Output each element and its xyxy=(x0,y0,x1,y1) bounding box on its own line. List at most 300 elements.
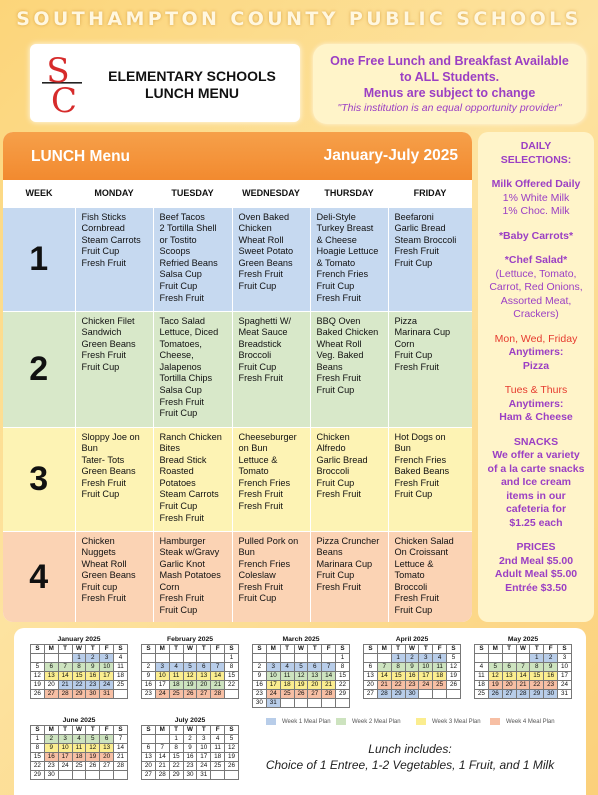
calendar-weekday-row xyxy=(253,645,350,654)
spacer xyxy=(478,243,594,254)
calendar-day xyxy=(322,699,336,708)
spacer xyxy=(478,322,594,333)
menu-cell-wednesday xyxy=(232,531,310,622)
calendar-week xyxy=(142,771,239,780)
legend-item-week-1 xyxy=(266,718,331,728)
calendar-day: 8 xyxy=(169,744,183,753)
col-header-tuesday: TUESDAY xyxy=(153,180,232,207)
header-logo-card xyxy=(30,44,300,122)
calendar-day: 15 xyxy=(72,672,86,681)
calendar-day: 26 xyxy=(31,690,45,699)
selection-text: (Lettuce, Tomato, xyxy=(495,267,577,280)
calendar-week xyxy=(142,735,239,744)
calendar-day: 24 xyxy=(100,681,114,690)
menu-cell-wednesday xyxy=(232,207,310,311)
calendar-day xyxy=(155,654,169,663)
calendar-day: 6 xyxy=(364,663,378,672)
weekday-label: T xyxy=(58,726,72,735)
legend-swatch xyxy=(416,718,426,725)
calendar-day xyxy=(253,654,267,663)
calendar-day: 13 xyxy=(502,672,516,681)
calendar-week xyxy=(253,699,350,708)
selection-text: PRICES xyxy=(516,541,556,553)
calendar-day xyxy=(377,654,391,663)
calendar-day: 19 xyxy=(183,681,197,690)
includes-title: Lunch includes: xyxy=(368,742,452,756)
menu-item: Fresh Fruit xyxy=(159,512,204,523)
week-number: 3 xyxy=(3,427,75,531)
calendar-weekday-row xyxy=(142,645,239,654)
calendar-day: 4 xyxy=(72,735,86,744)
menu-item: Tomato xyxy=(394,570,425,581)
calendar-day: 9 xyxy=(183,744,197,753)
menu-item: Fruit Cup xyxy=(316,385,355,396)
legend-item-week-3 xyxy=(416,718,481,728)
menu-cell-thursday xyxy=(310,207,388,311)
menu-item: Beef Tacos xyxy=(159,211,205,222)
calendar-day: 28 xyxy=(377,690,391,699)
calendar-day xyxy=(364,654,378,663)
calendar-day: 23 xyxy=(405,681,419,690)
menu-item: Green Beans xyxy=(81,466,136,477)
menu-item: Potatoes xyxy=(159,477,196,488)
sc-logo-icon xyxy=(40,52,84,114)
calendar-day: 28 xyxy=(58,690,72,699)
calendar-day: 2 xyxy=(142,663,156,672)
calendar-day: 9 xyxy=(405,663,419,672)
calendar-day: 2 xyxy=(544,654,558,663)
calendar-day: 12 xyxy=(447,663,461,672)
selection-text: Mon, Wed, Friday xyxy=(494,332,578,345)
menu-item: Broccoli xyxy=(394,581,428,592)
calendar-day: 4 xyxy=(433,654,447,663)
calendar-week xyxy=(475,690,572,699)
menu-item: Fresh Fruit xyxy=(316,373,361,384)
menu-item: Roasted xyxy=(159,466,194,477)
menu-item: French Fries xyxy=(394,454,447,465)
calendar-week xyxy=(475,681,572,690)
calendar-day: 20 xyxy=(142,762,156,771)
calendar-week xyxy=(364,690,461,699)
menu-period: January-July 2025 xyxy=(323,147,458,164)
menu-heading xyxy=(92,68,292,102)
menu-item: 2 Tortilla Shell xyxy=(159,223,217,234)
menu-item: Chicken Salad xyxy=(394,535,454,546)
calendar-day: 24 xyxy=(419,681,433,690)
calendar-day: 7 xyxy=(211,663,225,672)
calendar-week xyxy=(142,681,239,690)
menu-item: on Bun xyxy=(238,443,268,454)
selection-text: Anytimers: xyxy=(508,397,564,410)
calendar-day: 21 xyxy=(58,681,72,690)
weekday-label: T xyxy=(169,645,183,654)
menu-item: Fruit Cup xyxy=(238,361,277,372)
calendar-day: 12 xyxy=(31,672,45,681)
notice-line1: One Free Lunch and Breakfast Available xyxy=(330,54,569,68)
calendar-week xyxy=(31,681,128,690)
menu-item: Garlic Bread xyxy=(394,223,446,234)
calendar-day: 13 xyxy=(364,672,378,681)
calendar-day: 4 xyxy=(169,663,183,672)
calendar-grid xyxy=(363,644,461,699)
calendar-day: 27 xyxy=(308,690,322,699)
calendar-day: 8 xyxy=(391,663,405,672)
menu-item: Fresh Fruit xyxy=(81,257,126,268)
menu-cell-thursday xyxy=(310,427,388,531)
calendar-day: 4 xyxy=(211,735,225,744)
calendar-week xyxy=(475,672,572,681)
calendar-day: 5 xyxy=(31,663,45,672)
week-number: 4 xyxy=(3,531,75,622)
calendar-day: 20 xyxy=(100,753,114,762)
menu-item: Salsa Cup xyxy=(159,269,202,280)
weekday-label: T xyxy=(86,645,100,654)
selection-text: Adult Meal $5.00 xyxy=(494,568,578,580)
menu-item: Fresh Fruit xyxy=(238,489,283,500)
calendar-day: 11 xyxy=(169,672,183,681)
calendar-grid xyxy=(30,725,128,780)
weekday-label: S xyxy=(142,645,156,654)
menu-item: Pulled Pork on xyxy=(238,535,299,546)
calendar-day: 5 xyxy=(225,735,239,744)
calendar-day: 17 xyxy=(266,681,280,690)
calendar-day xyxy=(266,654,280,663)
calendar-day: 23 xyxy=(44,762,58,771)
calendar-day: 1 xyxy=(391,654,405,663)
calendar-day: 19 xyxy=(447,672,461,681)
menu-item: Nuggets xyxy=(81,547,116,558)
calendar-day xyxy=(336,699,350,708)
weekday-label: F xyxy=(100,726,114,735)
menu-cell-thursday xyxy=(310,311,388,427)
menu-item: Broccoli xyxy=(316,466,350,477)
calendar-week xyxy=(31,771,128,780)
calendar-february xyxy=(141,635,239,699)
menu-item: Ranch Chicken xyxy=(159,431,222,442)
calendar-day: 30 xyxy=(183,771,197,780)
calendar-day: 11 xyxy=(211,744,225,753)
menu-item: Mash Potatoes xyxy=(159,570,221,581)
menu-item: Sandwich xyxy=(81,327,122,338)
calendar-day: 26 xyxy=(488,690,502,699)
selection-text: Entrée $3.50 xyxy=(505,581,567,594)
menu-item: Meat Sauce xyxy=(238,327,288,338)
calendar-day: 27 xyxy=(142,771,156,780)
calendar-day: 3 xyxy=(197,735,211,744)
calendar-day: 21 xyxy=(155,762,169,771)
calendar-day: 7 xyxy=(322,663,336,672)
calendar-day: 11 xyxy=(433,663,447,672)
menu-item: Steam Carrots xyxy=(81,234,141,245)
calendar-week xyxy=(253,663,350,672)
calendar-day: 19 xyxy=(294,681,308,690)
calendar-day: 12 xyxy=(86,744,100,753)
selection-text: Carrot, Red Onions, xyxy=(489,281,583,293)
calendar-day: 13 xyxy=(197,672,211,681)
calendar-day: 21 xyxy=(114,753,128,762)
calendar-day: 13 xyxy=(142,753,156,762)
menu-grid xyxy=(3,180,472,622)
calendar-day: 4 xyxy=(475,663,489,672)
menu-cell-friday xyxy=(388,531,472,622)
menu-item: Fresh Fruit xyxy=(159,396,204,407)
calendar-weekday-row xyxy=(364,645,461,654)
menu-cell-monday xyxy=(75,531,153,622)
lunch-includes xyxy=(240,741,580,774)
weekday-label: W xyxy=(405,645,419,654)
calendar-day: 27 xyxy=(44,690,58,699)
menu-item: Fresh Fruit xyxy=(394,477,439,488)
calendar-day xyxy=(225,690,239,699)
menu-item: Beans xyxy=(316,361,343,372)
menu-item: Fresh Fruit xyxy=(238,501,283,512)
calendar-day: 26 xyxy=(183,690,197,699)
calendar-day: 16 xyxy=(86,672,100,681)
calendar-week xyxy=(31,744,128,753)
menu-item: Chicken Filet xyxy=(81,315,135,326)
calendar-week xyxy=(253,681,350,690)
calendar-day: 16 xyxy=(142,681,156,690)
calendar-day: 12 xyxy=(225,744,239,753)
calendar-day: 14 xyxy=(322,672,336,681)
calendar-day: 13 xyxy=(44,672,58,681)
calendar-day: 19 xyxy=(225,753,239,762)
calendar-april xyxy=(363,635,461,699)
menu-heading-line2: LUNCH MENU xyxy=(144,85,240,101)
calendar-day: 29 xyxy=(530,690,544,699)
week-number: 1 xyxy=(3,207,75,311)
legend-swatch xyxy=(490,718,500,725)
selection-text: *Chef Salad* xyxy=(504,254,568,266)
calendar-day: 17 xyxy=(58,753,72,762)
calendar-day xyxy=(280,699,294,708)
weekday-label: W xyxy=(294,645,308,654)
menu-item: Fruit Cup xyxy=(394,257,433,268)
menu-item: Green Beans xyxy=(81,338,136,349)
calendar-day: 1 xyxy=(31,735,45,744)
calendar-day: 3 xyxy=(100,654,114,663)
calendar-day: 10 xyxy=(266,672,280,681)
menu-item: Steam Broccoli xyxy=(394,234,457,245)
weekday-label: F xyxy=(100,645,114,654)
weekday-label: T xyxy=(419,645,433,654)
menu-item: French Fries xyxy=(316,269,369,280)
calendar-day: 12 xyxy=(294,672,308,681)
calendar-title: January 2025 xyxy=(57,636,101,643)
calendar-day: 31 xyxy=(558,690,572,699)
selection-text: Pizza xyxy=(522,359,550,372)
calendar-day: 14 xyxy=(155,753,169,762)
calendar-grid xyxy=(252,644,350,708)
calendar-day: 29 xyxy=(169,771,183,780)
menu-cell-monday xyxy=(75,207,153,311)
calendar-week xyxy=(142,753,239,762)
calendar-day: 3 xyxy=(155,663,169,672)
calendar-day: 29 xyxy=(336,690,350,699)
calendar-day xyxy=(447,690,461,699)
menu-item: Fruit Cup xyxy=(238,593,277,604)
calendar-week xyxy=(142,690,239,699)
spacer xyxy=(478,219,594,230)
calendar-day: 10 xyxy=(558,663,572,672)
menu-item: Fresh Fruit xyxy=(81,350,126,361)
menu-item: Scoops xyxy=(159,246,191,257)
weekday-label: S xyxy=(31,645,45,654)
calendar-day: 20 xyxy=(502,681,516,690)
calendar-day: 15 xyxy=(31,753,45,762)
menu-cell-friday xyxy=(388,311,472,427)
calendar-day: 1 xyxy=(72,654,86,663)
calendar-grid xyxy=(30,644,128,699)
menu-item: BBQ Oven xyxy=(316,315,361,326)
menu-item: Fruit Cup xyxy=(316,281,355,292)
calendar-week xyxy=(142,654,239,663)
menu-item: Fruit Cup xyxy=(81,246,120,257)
calendar-day: 20 xyxy=(197,681,211,690)
calendar-day: 8 xyxy=(225,663,239,672)
calendar-day: 17 xyxy=(100,672,114,681)
spacer xyxy=(478,530,594,541)
menu-item: Pizza xyxy=(394,315,417,326)
calendar-day: 28 xyxy=(114,762,128,771)
menu-item: & Tomato xyxy=(316,257,356,268)
menu-item: Fresh Fruit xyxy=(394,246,439,257)
calendar-day: 16 xyxy=(544,672,558,681)
calendar-day: 28 xyxy=(322,690,336,699)
calendar-day: 24 xyxy=(266,690,280,699)
menu-item: Hot Dogs on xyxy=(394,431,446,442)
menu-cell-tuesday xyxy=(153,531,232,622)
menu-item: Alfredo xyxy=(316,443,346,454)
calendar-day: 11 xyxy=(280,672,294,681)
calendar-day: 22 xyxy=(31,762,45,771)
calendar-week xyxy=(364,672,461,681)
weekday-label: T xyxy=(391,645,405,654)
weekday-label: S xyxy=(114,645,128,654)
calendar-day: 11 xyxy=(475,672,489,681)
calendar-day xyxy=(169,654,183,663)
menu-item: Pizza Cruncher xyxy=(316,535,380,546)
weekday-label: S xyxy=(142,726,156,735)
calendar-day: 10 xyxy=(100,663,114,672)
calendar-day: 29 xyxy=(391,690,405,699)
calendar-day: 21 xyxy=(516,681,530,690)
week-row-1 xyxy=(3,207,472,311)
weekday-label: F xyxy=(211,726,225,735)
calendar-day: 24 xyxy=(558,681,572,690)
calendar-day: 23 xyxy=(183,762,197,771)
weekday-label: S xyxy=(475,645,489,654)
menu-heading-line1: ELEMENTARY SCHOOLS xyxy=(108,68,276,84)
menu-item: Fruit Cup xyxy=(316,570,355,581)
calendar-day xyxy=(433,690,447,699)
calendar-day: 13 xyxy=(308,672,322,681)
calendar-day xyxy=(58,771,72,780)
selection-text: 1% Choc. Milk xyxy=(502,205,570,217)
menu-header-bar xyxy=(3,132,472,180)
menu-item: Bun xyxy=(238,547,255,558)
calendar-day xyxy=(225,771,239,780)
calendar-day xyxy=(502,654,516,663)
calendar-week xyxy=(31,663,128,672)
svg-text:S: S xyxy=(46,52,70,91)
calendar-day: 25 xyxy=(114,681,128,690)
calendar-day: 21 xyxy=(377,681,391,690)
menu-item: Veg. Baked xyxy=(316,350,364,361)
calendar-day xyxy=(31,654,45,663)
calendar-day: 14 xyxy=(516,672,530,681)
calendar-day: 25 xyxy=(280,690,294,699)
calendar-day: 24 xyxy=(197,762,211,771)
calendar-week xyxy=(31,672,128,681)
menu-item: Fresh Fruit xyxy=(316,581,361,592)
weekday-label: S xyxy=(114,726,128,735)
selection-text: Assorted Meat, xyxy=(500,294,572,307)
calendar-day: 27 xyxy=(100,762,114,771)
calendar-day: 17 xyxy=(155,681,169,690)
calendar-day: 25 xyxy=(72,762,86,771)
menu-item: Fruit Cup xyxy=(316,477,355,488)
selection-text: Anytimers: xyxy=(508,346,564,358)
col-header-friday: FRIDAY xyxy=(388,180,472,207)
calendar-title: May 2025 xyxy=(507,636,539,643)
calendar-title: February 2025 xyxy=(166,636,214,643)
calendar-day: 2 xyxy=(86,654,100,663)
weekday-label: T xyxy=(502,645,516,654)
menu-item: Baked Beans xyxy=(394,466,450,477)
weekday-label: W xyxy=(72,645,86,654)
calendar-day: 15 xyxy=(530,672,544,681)
lunch-menu-table xyxy=(3,132,472,622)
calendar-day: 14 xyxy=(211,672,225,681)
spacer xyxy=(478,167,594,178)
calendar-day: 10 xyxy=(419,663,433,672)
notice-line2: to ALL Students. xyxy=(399,70,500,84)
calendar-day xyxy=(58,654,72,663)
calendar-day: 11 xyxy=(114,663,128,672)
weekday-label: S xyxy=(364,645,378,654)
calendar-day: 12 xyxy=(488,672,502,681)
calendar-day: 2 xyxy=(405,654,419,663)
calendar-week xyxy=(364,681,461,690)
week-row-2 xyxy=(3,311,472,427)
free-meal-notice xyxy=(313,44,586,124)
calendar-week xyxy=(475,663,572,672)
calendar-day xyxy=(100,771,114,780)
calendar-day: 26 xyxy=(86,762,100,771)
col-header-wednesday: WEDNESDAY xyxy=(232,180,310,207)
calendar-day: 10 xyxy=(197,744,211,753)
calendar-day: 22 xyxy=(391,681,405,690)
calendar-day: 8 xyxy=(72,663,86,672)
calendar-day: 14 xyxy=(377,672,391,681)
calendar-day: 11 xyxy=(72,744,86,753)
calendar-day: 4 xyxy=(114,654,128,663)
menu-cell-tuesday xyxy=(153,427,232,531)
calendar-day: 31 xyxy=(197,771,211,780)
weekday-label: T xyxy=(530,645,544,654)
calendar-day: 29 xyxy=(31,771,45,780)
calendar-day xyxy=(183,654,197,663)
calendar-day: 15 xyxy=(336,672,350,681)
selection-text: items in our xyxy=(506,489,566,502)
menu-item: Salsa Cup xyxy=(159,385,202,396)
menu-item: Fish Sticks xyxy=(81,211,126,222)
calendar-title: July 2025 xyxy=(174,717,206,724)
menu-cell-tuesday xyxy=(153,207,232,311)
menu-item: Wheat Roll xyxy=(316,338,362,349)
menu-item: Cornbread xyxy=(81,223,125,234)
